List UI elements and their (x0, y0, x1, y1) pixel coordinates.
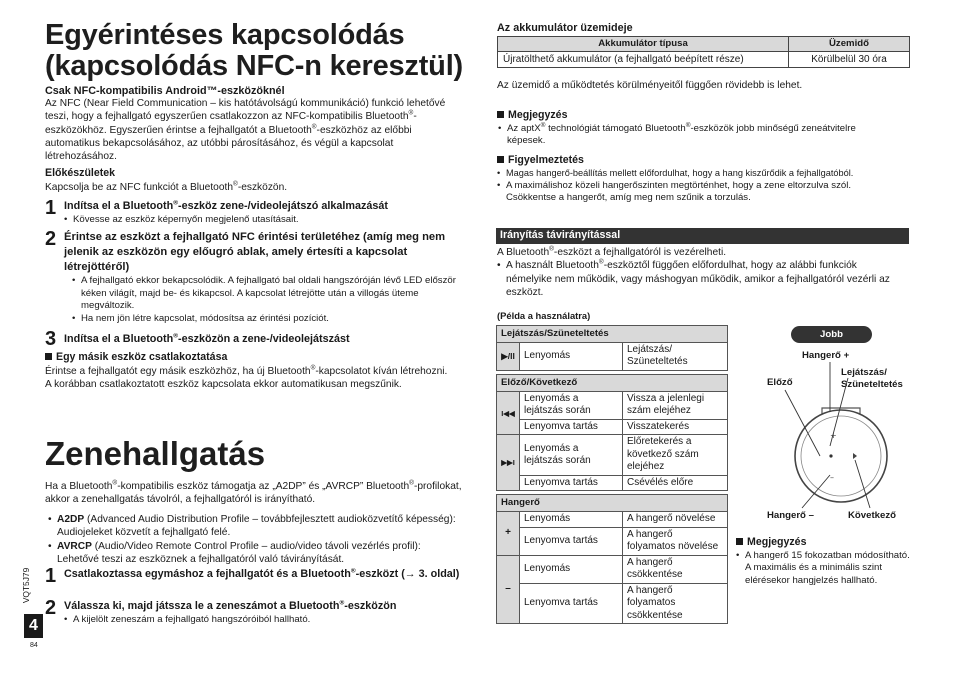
label-volume-minus: Hangerő – (767, 510, 814, 521)
avrcp-label: AVRCP (57, 540, 92, 552)
result-cell: A hangerő folyamatos növelése (623, 527, 728, 555)
table-row (497, 527, 728, 555)
other-text1-b: -kapcsolatot kíván létrehozni. (315, 365, 448, 377)
music-intro-a: Ha a Bluetooth (45, 481, 113, 492)
battery-table (497, 36, 910, 68)
battery-note: Az üzemidő a működtetés körülményeitől függően rövidebb is lehet. (497, 80, 803, 91)
step-number: 1 (45, 565, 57, 587)
action-cell: Lenyomás a lejátszás során (520, 435, 623, 476)
nfc-section (45, 20, 475, 83)
table-row (497, 512, 728, 528)
square-bullet-icon (736, 538, 743, 545)
section-prev-next (497, 374, 728, 391)
battery-col-time: Üzemidő (789, 37, 910, 52)
a2dp-label: A2DP (57, 514, 85, 525)
step-title-a: Csatlakoztassa egymáshoz a fejhallgatót és a Bluetooth (64, 568, 351, 580)
notes-title-text: Megjegyzés (508, 109, 568, 121)
model-code (21, 562, 41, 612)
reg-mark: ® (685, 121, 691, 129)
reg-mark: ® (350, 567, 356, 575)
step-title (64, 567, 465, 582)
section-header: Hangerő (497, 495, 728, 512)
step-title (64, 199, 465, 214)
result-cell: Visszatekerés (623, 419, 728, 435)
remote-bullet (497, 259, 901, 299)
step-title-b: -eszköz zene-/videolejátszó alkalmazását (177, 200, 389, 212)
reg-mark: ® (339, 599, 345, 607)
other-device-title (45, 351, 465, 365)
table-row (497, 342, 728, 370)
previous-track-icon: I◀◀ (497, 391, 520, 435)
result-cell: Csévélés előre (623, 475, 728, 491)
nfc-intro-part2: -eszközökhöz. Egyszerűen érintse a fejhallgatót a Bluetooth (45, 111, 417, 136)
nfc-title-line1: Egyérintéses kapcsolódás (45, 19, 405, 51)
section-header: Lejátszás/Szüneteltetés (497, 326, 728, 343)
action-cell: Lenyomva tartás (520, 527, 623, 555)
battery-title: Az akkumulátor üzemideje (497, 22, 633, 34)
table-row (497, 583, 728, 624)
nfc-intro-part1: Az NFC (Near Field Communication – kis hatótávolságú kommunikáció) funkció lehetővé teszi, hogy a fejhallgató egyszerűen csatlakozzon az NFC-kompatibilis Bluetooth (45, 98, 446, 123)
reg-mark: ® (408, 109, 414, 117)
minus-mark-icon: – (830, 473, 834, 482)
reg-mark: ® (112, 479, 118, 487)
nfc-intro-part3: -eszközhöz az előbbi automatikus bekapcsolásához, az utóbbi párosításához, és végül a kapcsolat létrehozásához. (45, 124, 412, 162)
reg-mark: ® (311, 123, 317, 131)
diagram-note: • A hangerő 15 fokozatban módosítható. (736, 550, 916, 562)
nfc-title-line2: (kapcsolódás NFC-n keresztül) (45, 50, 464, 83)
prep-text (45, 181, 287, 194)
volume-up-icon: + (497, 512, 520, 556)
step-title: Érintse az eszközt a fejhallgató NFC érintési területéhez (amíg meg nem jelenik az eszközön egy előugró ablak, amely értesíti a kapcsolat létrejöttéről) (64, 231, 446, 274)
action-cell: Lenyomva tartás (520, 475, 623, 491)
remote-intro-b: -eszközt a fejhallgatóról is vezérelheti. (553, 247, 727, 258)
model-code-text: VQT5J79 (21, 567, 32, 604)
profile-a2dp (48, 513, 463, 540)
label-next: Következő (848, 510, 896, 521)
step-bullet: • Ha nem jön létre kapcsolat, módosítsa az érintési pozíciót. (72, 313, 465, 325)
ear-cup-icon (795, 410, 887, 502)
label-play-pause-1: Lejátszás/ (841, 367, 887, 378)
section-volume (497, 495, 728, 512)
table-row (498, 52, 910, 68)
result-cell: A hangerő növelése (623, 512, 728, 528)
result-cell: Előretekerés a következő szám elejéhez (623, 435, 728, 476)
a2dp-text: (Advanced Audio Distribution Profile – továbbfejlesztett audioközvetítő képesség): Audiojeleket közvetít a fejhallgató felé. (57, 514, 456, 539)
prep-text-a: Kapcsolja be az NFC funkciót a Bluetooth (45, 182, 234, 193)
step-title-a: Válassza ki, majd játssza le a zeneszámot a Bluetooth (64, 600, 340, 612)
reg-mark: ® (310, 364, 316, 372)
reg-mark: ® (598, 258, 604, 266)
step-number: 2 (45, 228, 57, 250)
headphone-diagram (760, 350, 920, 515)
play-pause-icon: ▶/II (497, 342, 520, 370)
warnings-title-text: Figyelmeztetés (508, 154, 584, 166)
reg-mark: ® (549, 245, 554, 253)
step-number: 2 (45, 597, 57, 619)
result-cell: A hangerő csökkentése (623, 555, 728, 583)
diagram-notes-title (736, 536, 916, 550)
label-previous: Előző (767, 377, 793, 388)
warnings-bullet: • A maximálishoz közeli hangerőszinten megtörténhet, hogy a zene eltorzulva szól. Csökkentse a hangerőt, amíg meg nem szűnik a torzulás. (497, 180, 896, 205)
diagram-notes-title-text: Megjegyzés (747, 536, 807, 548)
nfc-title (45, 20, 475, 83)
step-title (64, 599, 465, 614)
music-intro-b: -kompatibilis eszköz támogatja az „A2DP” és „AVRCP” Bluetooth (117, 481, 410, 492)
table-row (497, 435, 728, 476)
square-bullet-icon (45, 353, 52, 360)
nfc-intro (45, 97, 463, 163)
remote-table (496, 325, 728, 624)
remote-intro (497, 246, 910, 299)
warnings-bullet: • Magas hangerő-beállítás mellett előfordulhat, hogy a hang kiszűrődik a fejhallgatóból. (497, 168, 917, 180)
step-title-b: -eszközt (→ 3. oldal) (355, 568, 460, 580)
action-cell: Lenyomva tartás (520, 419, 623, 435)
usage-example-label: (Példa a használatra) (497, 310, 591, 321)
action-cell: Lenyomás (520, 555, 623, 583)
nfc-subtitle: Csak NFC-kompatibilis Android™-eszközöknél (45, 85, 285, 97)
reg-mark: ® (409, 479, 414, 487)
nfc-step-2 (45, 230, 465, 325)
prev-button-icon (829, 454, 832, 457)
side-label-right: Jobb (791, 326, 872, 343)
plus-mark-icon: + (830, 431, 837, 440)
step-title-a: Indítsa el a Bluetooth (64, 200, 174, 212)
notes-bullet-c: -eszközök jobb minőségű zeneátvitelre képesek. (507, 122, 856, 147)
action-cell: Lenyomás (520, 342, 623, 370)
label-play-pause-2: Szüneteltetés (841, 378, 903, 390)
diagram-note: A maximális és a minimális szint elérésekor hangjelzés hallható. (745, 562, 883, 586)
nfc-step-1 (45, 199, 465, 226)
profile-avrcp (48, 540, 463, 567)
other-device (45, 351, 465, 391)
notes-section (497, 109, 910, 148)
warnings-title (497, 154, 917, 168)
other-text1-a: Érintse a fejhallgatót egy másik eszközhöz, ha új Bluetooth (45, 365, 311, 377)
section-header: Előző/Következő (497, 374, 728, 391)
battery-col-type: Akkumulátor típusa (498, 37, 789, 52)
battery-time-cell: Körülbelül 30 óra (789, 52, 910, 68)
action-cell: Lenyomás (520, 512, 623, 528)
music-step-2 (45, 599, 465, 626)
remote-intro-text (497, 246, 910, 259)
page-subnumber: 84 (30, 642, 38, 649)
step-title-b: -eszközön (344, 600, 397, 612)
other-device-title-text: Egy másik eszköz csatlakoztatása (56, 351, 228, 363)
reg-mark: ® (173, 332, 178, 340)
next-track-icon: ▶▶I (497, 435, 520, 491)
table-row (497, 475, 728, 491)
notes-bullet-b: technológiát támogató Bluetooth (545, 122, 686, 134)
other-device-text1 (45, 365, 465, 378)
step-title-b: -eszközön a zene-/videolejátszást (177, 333, 350, 345)
avrcp-text: (Audio/Video Remote Control Profile – audio/video távoli vezérlés profil): Lehetővé teszi az eszköznek a fejhallgatóról való távirányítását. (57, 540, 421, 565)
music-intro (45, 480, 465, 507)
section-play-pause (497, 326, 728, 343)
square-bullet-icon (497, 156, 504, 163)
step-bullet: • A kijelölt zeneszám a fejhallgató hangszóróiból hallható. (64, 614, 465, 626)
step-title-a: Indítsa el a Bluetooth (64, 333, 174, 345)
reg-mark: ® (173, 199, 178, 207)
battery-type-cell: Újratölthető akkumulátor (a fejhallgató beépített része) (498, 52, 789, 68)
warnings-section (497, 154, 917, 205)
result-cell: Lejátszás/ Szüneteltetés (623, 342, 728, 370)
prep-title: Előkészületek (45, 167, 116, 179)
volume-down-icon: – (497, 555, 520, 624)
reg-mark: ® (233, 180, 238, 188)
result-cell: A hangerő folyamatos csökkentése (623, 583, 728, 624)
music-step-1 (45, 567, 465, 586)
remote-intro-a: A Bluetooth (497, 247, 550, 258)
music-intro-c: -profilokat, akkor a zenehallgatás távolról, a fejhallgatóról is irányítható. (45, 481, 462, 506)
action-cell: Lenyomás a lejátszás során (520, 391, 623, 419)
step-bullet: • A fejhallgató ekkor bekapcsolódik. A fejhallgató bal oldali hangszóróján lévő LED először kéken világít, majd be- és kikapcsol. A kapcsolat létrejötte után a villogás üteme megváltozik. (72, 275, 465, 312)
remote-bullet-b: -eszköztől függően előfordulhat, hogy az alábbi funkciók némelyike nem működik, vagy máshogyan működik, amikor a fejhallgatóról vezérli az eszközt. (506, 260, 890, 298)
page-number: 4 (24, 614, 43, 638)
profile-list (48, 513, 463, 566)
remote-bullet-a: A használt Bluetooth (506, 260, 599, 272)
remote-title: Irányítás távirányítással (496, 228, 909, 244)
square-bullet-icon (497, 111, 504, 118)
table-row (497, 555, 728, 583)
action-cell: Lenyomva tartás (520, 583, 623, 624)
step-bullet: • Kövesse az eszköz képernyőn megjelenő utasításait. (64, 214, 465, 226)
other-device-text2: A korábban csatlakoztatott eszköz kapcsolata ekkor automatikusan megszűnik. (45, 379, 402, 391)
notes-bullet (497, 123, 877, 148)
music-title: Zenehallgatás (45, 435, 266, 472)
reg-mark: ® (540, 121, 546, 129)
step-title (64, 330, 465, 347)
prep-text-b: -eszközön. (237, 182, 288, 193)
result-cell: Vissza a jelenlegi szám elejéhez (623, 391, 728, 419)
battery-table-header (498, 37, 910, 52)
step-number: 1 (45, 197, 57, 219)
table-row (497, 391, 728, 419)
notes-title (497, 109, 910, 123)
table-row (497, 419, 728, 435)
step-number: 3 (45, 328, 57, 350)
notes-bullet-a: Az aptX (507, 122, 541, 134)
nfc-step-3 (45, 330, 465, 349)
label-volume-plus: Hangerő + (802, 350, 850, 361)
diagram-notes (736, 536, 916, 587)
